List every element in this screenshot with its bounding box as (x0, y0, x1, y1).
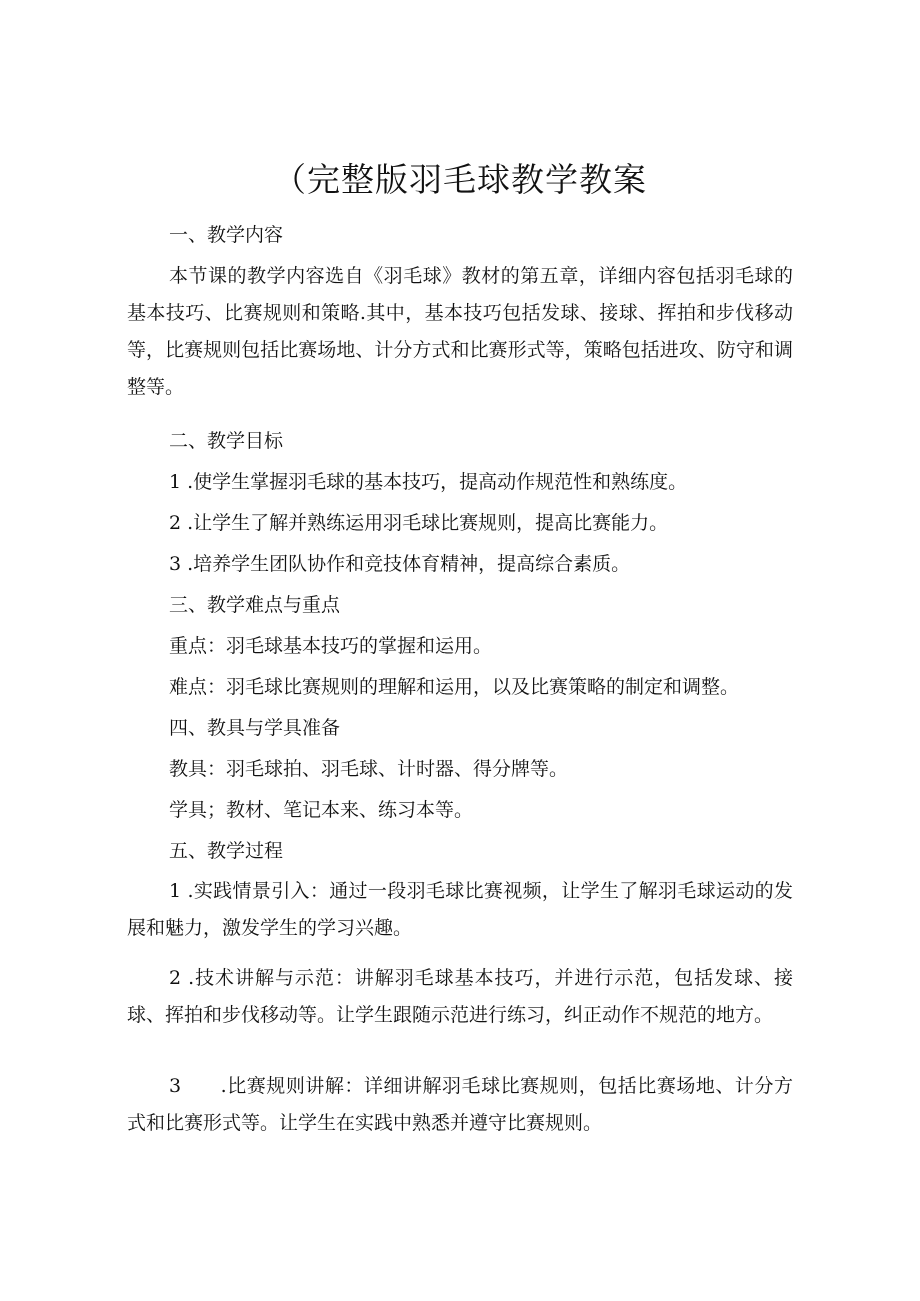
heading-tools: 四、教具与学具准备 (169, 717, 341, 739)
paragraph-teaching-content: 本节课的教学内容选自《羽毛球》教材的第五章，详细内容包括羽毛球的基本技巧、比赛规则和策略.其中，基本技巧包括发球、接球、挥拍和步伐移动等，比赛规则包括比赛场地、计分方式和比赛形式等，策略包括进攻、防守和调整等。 (127, 265, 793, 398)
heading-teaching-process: 五、教学过程 (169, 840, 284, 862)
document-title: （完整版羽毛球教学教案 (273, 160, 647, 199)
key-difficulty-line: 难点：羽毛球比赛规则的理解和运用，以及比赛策略的制定和调整。 (169, 676, 740, 698)
teacher-tools-line: 教具：羽毛球拍、羽毛球、计时器、得分牌等。 (169, 758, 569, 780)
student-tools-line: 学具；教材、笔记本来、练习本等。 (169, 799, 474, 821)
heading-teaching-content: 一、教学内容 (169, 224, 284, 246)
key-focus-line: 重点：羽毛球基本技巧的掌握和运用。 (169, 635, 493, 657)
process-step-3: 3 .比赛规则讲解：详细讲解羽毛球比赛规则，包括比赛场地、计分方式和比赛形式等。让学生在实践中熟悉并遵守比赛规则。 (127, 1075, 793, 1134)
heading-teaching-goals: 二、教学目标 (169, 430, 284, 452)
process-step-2: 2 .技术讲解与示范：讲解羽毛球基本技巧，并进行示范，包括发球、接球、挥拍和步伐移动等。让学生跟随示范进行练习，纠正动作不规范的地方。 (127, 967, 793, 1026)
goal-item-1: 1 .使学生掌握羽毛球的基本技巧，提高动作规范性和熟练度。 (169, 471, 688, 493)
goal-item-3: 3 .培养学生团队协作和竞技体育精神，提高综合素质。 (169, 553, 631, 575)
goal-item-2: 2 .让学生了解并熟练运用羽毛球比赛规则，提高比赛能力。 (169, 512, 669, 534)
process-step-1: 1 .实践情景引入：通过一段羽毛球比赛视频，让学生了解羽毛球运动的发展和魅力，激发学生的学习兴趣。 (127, 880, 793, 939)
heading-key-points: 三、教学难点与重点 (169, 594, 341, 616)
